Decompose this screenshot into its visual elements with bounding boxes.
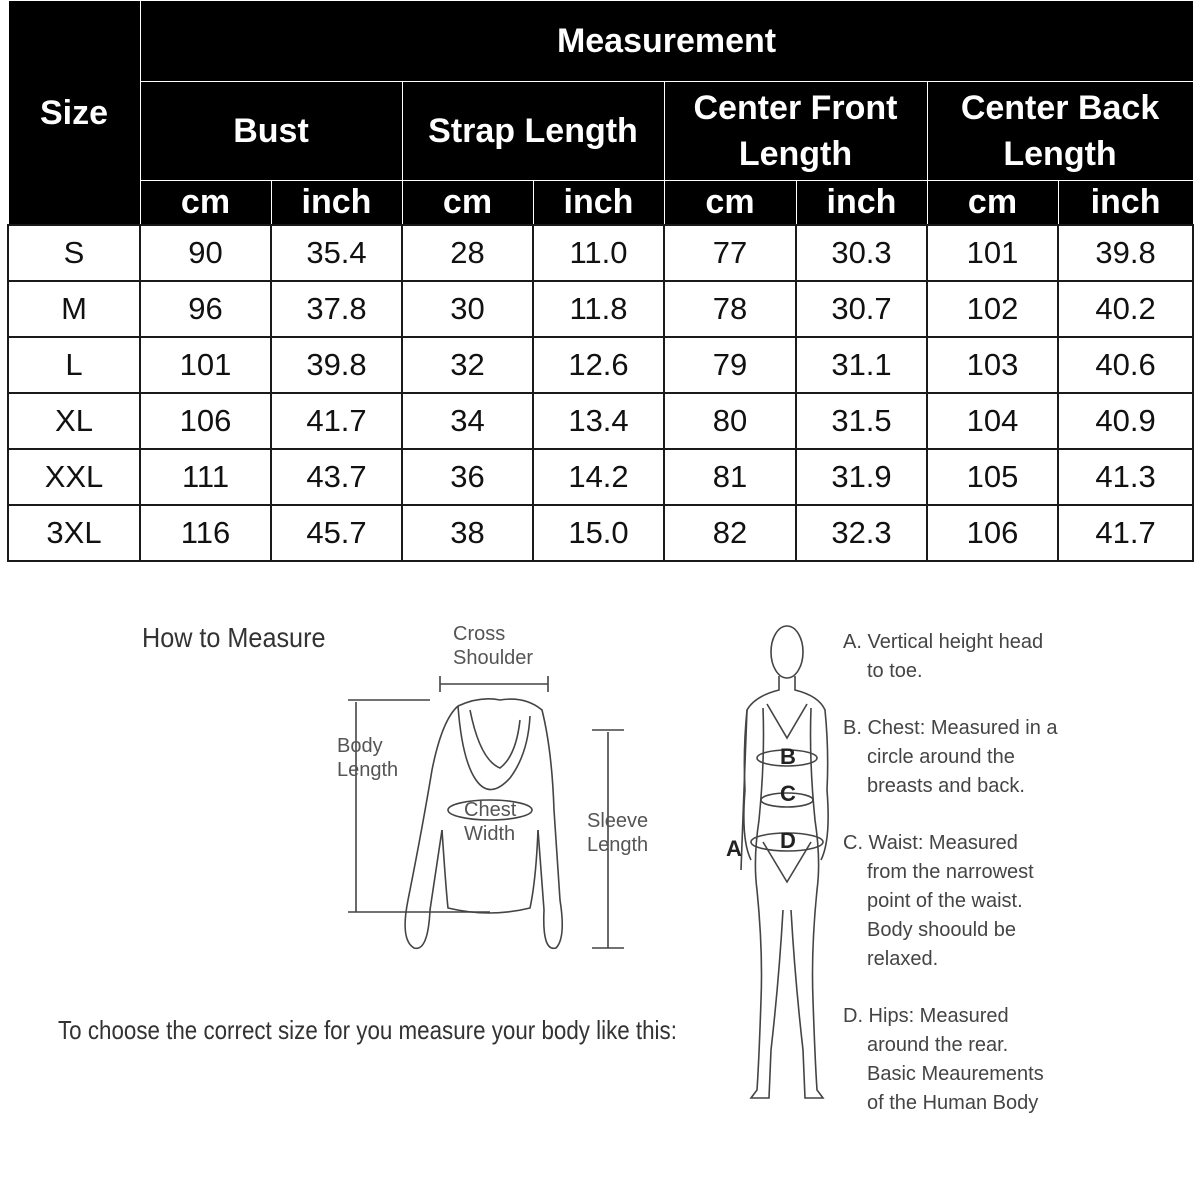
measurement-cell: 102	[927, 281, 1058, 337]
measurement-cell: 35.4	[271, 225, 402, 281]
group-header-line: Length	[1003, 135, 1117, 173]
group-header-line: Length	[738, 135, 853, 173]
unit-header: cm	[664, 181, 796, 226]
measurement-cell: 32	[402, 337, 533, 393]
note-line: to toe.	[867, 660, 923, 682]
group-header-line: Center Back	[960, 89, 1160, 127]
measurement-cell: 15.0	[533, 505, 664, 561]
measurement-header: Measurement	[140, 1, 1193, 82]
measurement-note	[843, 628, 1143, 686]
measurement-cell: 90	[140, 225, 271, 281]
measurement-cell: 106	[927, 505, 1058, 561]
measurement-cell: 82	[664, 505, 796, 561]
group-header-0	[140, 82, 402, 181]
chest-width-label: Chest Width	[464, 799, 517, 845]
unit-header: cm	[402, 181, 533, 226]
note-line: D. Hips: Measured	[843, 1005, 1009, 1027]
group-header-2	[664, 82, 927, 181]
measurement-cell: 32.3	[796, 505, 927, 561]
measurement-cell: 38	[402, 505, 533, 561]
measurement-cell: 40.9	[1058, 393, 1193, 449]
measurement-cell: 104	[927, 393, 1058, 449]
note-line: C. Waist: Measured	[843, 832, 1018, 854]
unit-header: cm	[140, 181, 271, 226]
measurement-cell: 30	[402, 281, 533, 337]
note-line: around the rear.	[867, 1034, 1009, 1056]
measurement-cell: 39.8	[271, 337, 402, 393]
measurement-cell: 41.7	[1058, 505, 1193, 561]
size-cell: S	[8, 225, 140, 281]
measurement-note	[843, 829, 1143, 974]
measurement-note	[843, 1002, 1143, 1118]
measurement-cell: 34	[402, 393, 533, 449]
measurement-cell: 96	[140, 281, 271, 337]
body-letter-d: D	[780, 828, 796, 853]
measurement-cell: 12.6	[533, 337, 664, 393]
note-line: from the narrowest	[867, 861, 1034, 883]
unit-header: inch	[271, 181, 402, 226]
measurement-cell: 13.4	[533, 393, 664, 449]
measure-instruction: To choose the correct size for you measure your body like this:	[58, 1015, 677, 1045]
group-header-line: Center Front	[693, 89, 898, 127]
size-cell: 3XL	[8, 505, 140, 561]
body-letter-a: A	[726, 836, 742, 861]
table-row	[8, 393, 1193, 449]
measurement-cell: 11.8	[533, 281, 664, 337]
measurement-cell: 103	[927, 337, 1058, 393]
measurement-cell: 30.3	[796, 225, 927, 281]
group-header-1	[402, 82, 664, 181]
table-row	[8, 337, 1193, 393]
body-figure-sketch	[735, 620, 835, 1110]
size-chart-table	[7, 0, 1194, 562]
measurement-cell: 106	[140, 393, 271, 449]
measurement-cell: 14.2	[533, 449, 664, 505]
measurement-cell: 40.2	[1058, 281, 1193, 337]
unit-header: cm	[927, 181, 1058, 226]
note-line: of the Human Body	[867, 1092, 1039, 1114]
measurement-cell: 41.3	[1058, 449, 1193, 505]
measurement-cell: 31.9	[796, 449, 927, 505]
note-line: breasts and back.	[867, 775, 1025, 797]
measurement-cell: 40.6	[1058, 337, 1193, 393]
body-letter-c: C	[780, 781, 796, 806]
measurement-cell: 43.7	[271, 449, 402, 505]
measurement-cell: 11.0	[533, 225, 664, 281]
note-line: B. Chest: Measured in a	[843, 717, 1058, 739]
measurement-cell: 101	[927, 225, 1058, 281]
group-header-line: Strap Length	[428, 112, 638, 150]
group-header-3	[927, 82, 1193, 181]
sleeve-length-label: Sleeve Length	[587, 810, 649, 856]
unit-header: inch	[796, 181, 927, 226]
note-line: relaxed.	[867, 948, 939, 970]
unit-header: inch	[533, 181, 664, 226]
measurement-cell: 37.8	[271, 281, 402, 337]
body-letter-b: B	[780, 744, 796, 769]
size-cell: XXL	[8, 449, 140, 505]
measurement-notes	[843, 628, 1143, 1146]
size-column-header: Size	[8, 1, 140, 226]
measurement-cell: 79	[664, 337, 796, 393]
measurement-cell: 30.7	[796, 281, 927, 337]
measurement-cell: 77	[664, 225, 796, 281]
table-row	[8, 449, 1193, 505]
size-cell: L	[8, 337, 140, 393]
unit-header: inch	[1058, 181, 1193, 226]
note-line: Basic Meaurements	[867, 1063, 1044, 1085]
measurement-cell: 111	[140, 449, 271, 505]
note-line: point of the waist.	[867, 890, 1023, 912]
measurement-cell: 116	[140, 505, 271, 561]
note-line: circle around the	[867, 746, 1015, 768]
table-row	[8, 505, 1193, 561]
note-line: A. Vertical height head	[843, 631, 1044, 653]
measurement-cell: 81	[664, 449, 796, 505]
note-line: Body shoould be	[867, 919, 1017, 941]
measurement-cell: 39.8	[1058, 225, 1193, 281]
measurement-note	[843, 714, 1143, 801]
measurement-cell: 31.1	[796, 337, 927, 393]
measurement-cell: 78	[664, 281, 796, 337]
cross-shoulder-label: Cross Shoulder	[453, 623, 534, 669]
measurement-cell: 45.7	[271, 505, 402, 561]
table-row	[8, 281, 1193, 337]
size-cell: XL	[8, 393, 140, 449]
body-length-label: Body Length	[337, 735, 399, 781]
measurement-cell: 28	[402, 225, 533, 281]
measurement-cell: 80	[664, 393, 796, 449]
table-row	[8, 225, 1193, 281]
measurement-cell: 36	[402, 449, 533, 505]
how-to-measure-title: How to Measure	[142, 622, 326, 653]
measurement-cell: 31.5	[796, 393, 927, 449]
size-cell: M	[8, 281, 140, 337]
measurement-cell: 101	[140, 337, 271, 393]
measurement-cell: 105	[927, 449, 1058, 505]
group-header-line: Bust	[233, 112, 309, 150]
measurement-cell: 41.7	[271, 393, 402, 449]
